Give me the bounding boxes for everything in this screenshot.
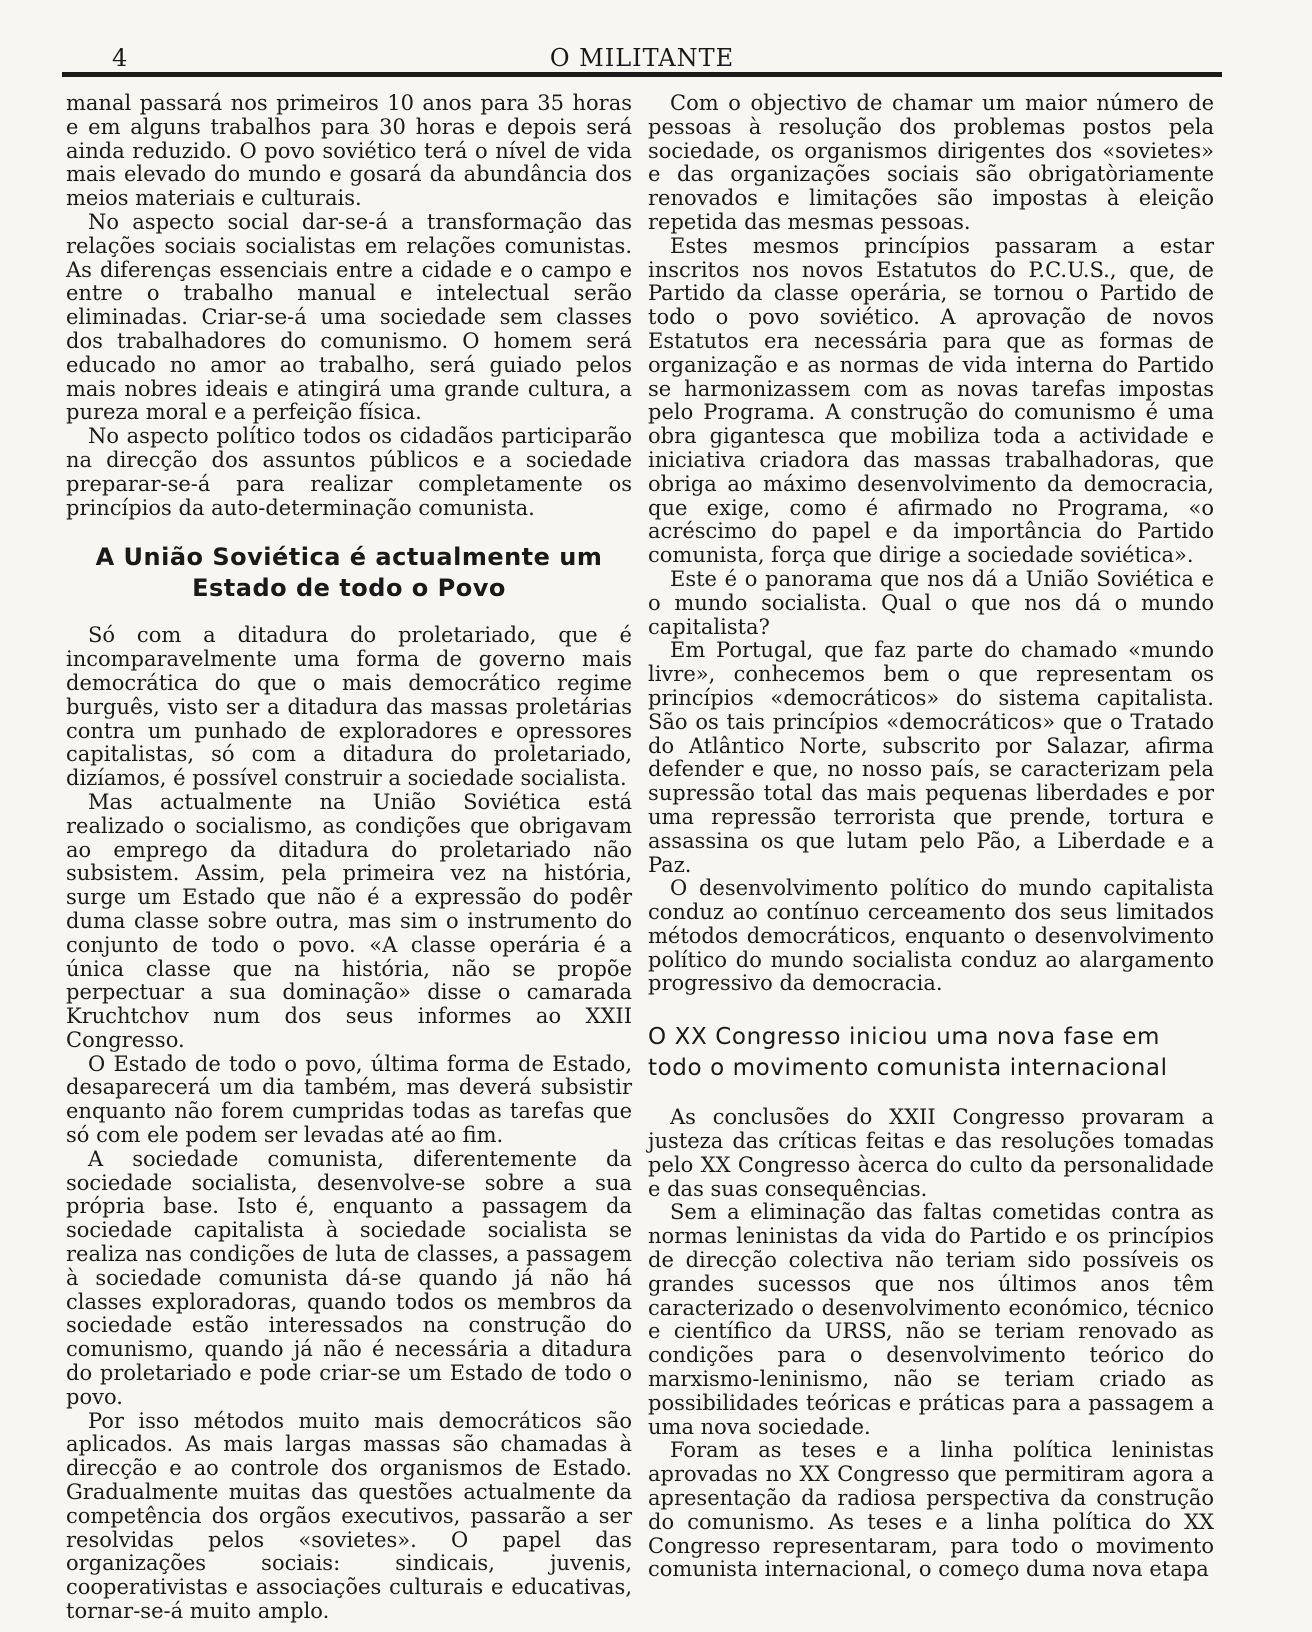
- paragraph: O Estado de todo o povo, última forma de Estado, desaparecerá um dia também, mas deverá subsistir enquanto não forem cumpridas todas as tarefas que só com ele podem ser levadas até ao fim.: [66, 1051, 632, 1148]
- paragraph: Estes mesmos princípios passaram a estar inscritos nos novos Estatutos do P.C.U.S., que, de Partido da classe operária, se tornou o Partido de todo o povo soviético. A aprovação de novos Estatutos era necessária para que as formas de organização e as normas de vida interna do Partido se harmonizassem com as novas tarefas impostas pelo Programa. A construção do comunismo é uma obra gigantesca que mobiliza toda a actividade e iniciativa criadora das massas trabalhadoras, que obriga ao máximo desenvolvimento da democracia, que exige, como é afirmado no Programa, «o acréscimo do papel e da importância do Partido comunista, força que dirige a sociedade soviética».: [648, 233, 1214, 568]
- paragraph: O desenvolvimento político do mundo capitalista conduz ao contínuo cerceamento dos seus limitados métodos democráticos, enquanto o desenvolvimento político do mundo socialista conduz ao alargamento progressivo da democracia.: [648, 876, 1214, 996]
- paragraph: Sem a eliminação das faltas cometidas contra as normas leninistas da vida do Partido e os princípios de direcção colectiva não teriam sido possíveis os grandes sucessos que nos últimos anos têm caracterizado o desenvolvimento económico, técnico e científico da URSS, não se teriam renovado as condições para o desenvolvimento teórico do marxismo-leninismo, não se teriam criado as possibilidades teóricas e práticas para a passagem a uma nova sociedade.: [648, 1200, 1214, 1439]
- paragraph: Mas actualmente na União Soviética está realizado o socialismo, as condições que obrigavam ao emprego da ditadura do proletariado não subsistem. Assim, pela primeira vez na história, surge um Estado que não é a expressão do podêr duma classe sobre outra, mas sim o instrumento do conjunto de todo o povo. «A classe operária é a única classe que na história, não se propõe perpectuar a sua dominação» disse o camarada Kruchtchov num dos seus informes ao XXII Congresso.: [66, 789, 632, 1052]
- paragraph: No aspecto social dar-se-á a transformação das relações sociais socialistas em relações comunistas. As diferenças essenciais entre a cidade e o campo e entre o trabalho manual e intelectual serão eliminadas. Criar-se-á uma sociedade sem classes dos trabalhadores do comunismo. O homem será educado no amor ao trabalho, será guiado pelos mais nobres ideais e atingirá uma grande cultura, a pureza moral e a perfeição física.: [66, 209, 632, 425]
- paragraph: manal passará nos primeiros 10 anos para 35 horas e em alguns trabalhos para 30 horas e depois será ainda reduzido. O povo soviético terá o nível de vida mais elevado do mundo e gosará da abundância dos meios materiais e culturais.: [66, 91, 632, 211]
- header-rule: [62, 72, 1222, 77]
- left-column: [66, 92, 632, 1624]
- paragraph: Em Portugal, que faz parte do chamado «mundo livre», conhecemos bem o que representam os princípios «democráticos» do sistema capitalista. São os tais princípios «democráticos» que o Tratado do Atlântico Norte, subscrito por Salazar, afirma defender e que, no nosso país, se caracterizam pela supressão total das mais pequenas liberdades e por uma repressão terrorista que prende, tortura e assassina os que lutam pelo Pão, a Liberdade e a Paz.: [648, 638, 1214, 877]
- page-number: 4: [112, 44, 128, 72]
- paragraph: A sociedade comunista, diferentemente da sociedade socialista, desenvolve-se sobre a sua própria base. Isto é, enquanto a passagem da sociedade capitalista à sociedade socialista se realiza nas condições de luta de classes, a passagem à sociedade comunista dá-se quando já não há classes exploradoras, quando todos os membros da sociedade estão interessados na construção do comunismo, quando já não é necessária a ditadura do proletariado e pode criar-se um Estado de todo o povo.: [66, 1146, 632, 1409]
- paragraph: Este é o panorama que nos dá a União Soviética e o mundo socialista. Qual o que nos dá o mundo capitalista?: [648, 566, 1214, 639]
- publication-title: O MILITANTE: [549, 44, 735, 72]
- paragraph: Por isso métodos muito mais democráticos são aplicados. As mais largas massas são chamadas à direcção e ao controle dos organismos de Estado. Gradualmente muitas das questões actualmente da competência dos orgãos executivos, passarão a ser resolvidas pelos «sovietes». O papel das organizações sociais: sindicais, juvenis, cooperativistas e associações culturais e educativas, tornar-se-á muito amplo.: [66, 1408, 632, 1624]
- right-column: [648, 92, 1214, 1582]
- paragraph: Com o objectivo de chamar um maior número de pessoas à resolução dos problemas postos pela sociedade, os organismos dirigentes dos «sovietes» e das organizações sociais são obrigatòriamente renovados e limitações são impostas à eleição repetida das mesmas pessoas.: [648, 91, 1214, 234]
- paragraph: As conclusões do XXII Congresso provaram a justeza das críticas feitas e das resoluções tomadas pelo XX Congresso àcerca do culto da personalidade e das suas consequências.: [648, 1105, 1214, 1201]
- paragraph: Foram as teses e a linha política leninistas aprovadas no XX Congresso que permitiram agora a apresentação da radiosa perspectiva da construção do comunismo. As teses e a linha política do XX Congresso representaram, para todo o movimento comunista internacional, o começo duma nova etapa: [648, 1438, 1214, 1582]
- section-heading: O XX Congresso iniciou uma nova fase em todo o movimento comunista internacional: [648, 1024, 1168, 1082]
- paragraph: No aspecto político todos os cidadãos participarão na direcção dos assuntos públicos e a sociedade preparar-se-á para realizar completamente os princípios da auto-determinação comunista.: [66, 424, 632, 520]
- paragraph: Só com a ditadura do proletariado, que é incomparavelmente uma forma de governo mais democrática do que o mais democrático regime burguês, visto ser a ditadura das massas proletárias contra um punhado de exploradores e opressores capitalistas, só com a ditadura do proletariado, dizíamos, é possível construir a sociedade socialista.: [66, 623, 632, 791]
- page-header: [62, 40, 1222, 74]
- section-heading: A União Soviética é actualmente um Estado de todo o Povo: [95, 543, 603, 603]
